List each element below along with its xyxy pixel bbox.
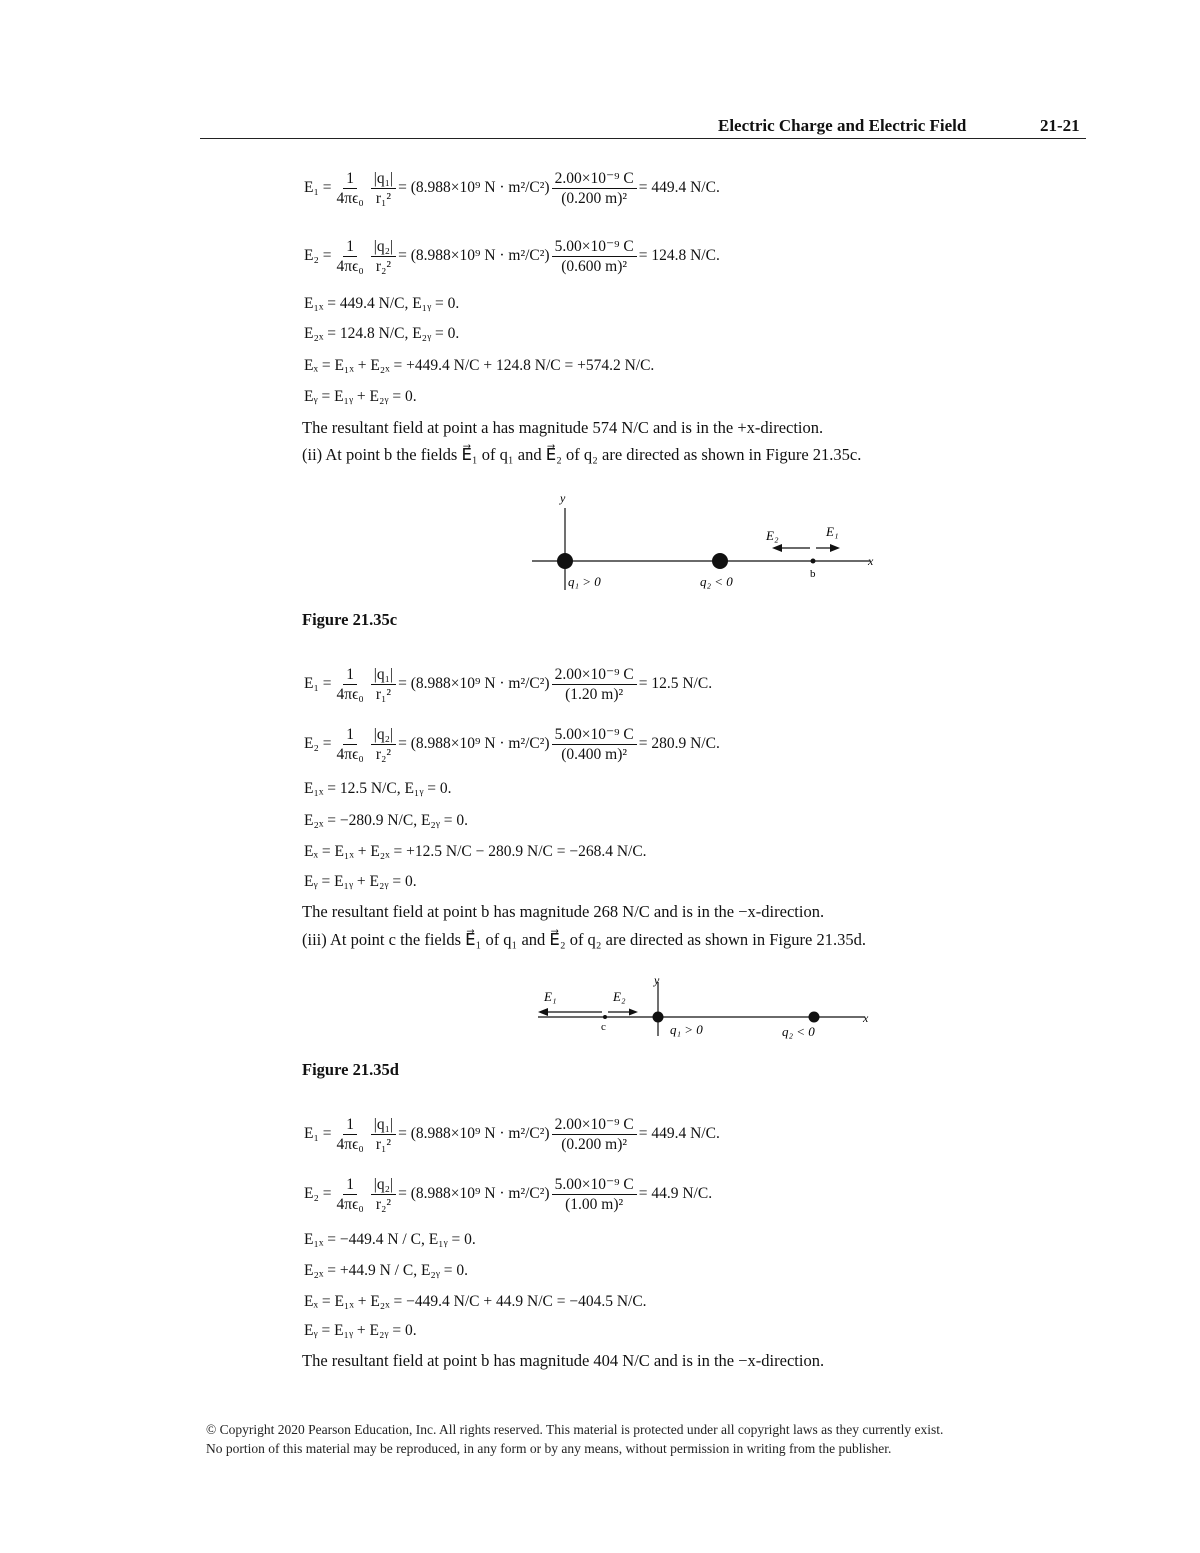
q1-label: q₁ > 0 [670, 1022, 703, 1037]
e2-arrowhead [772, 544, 782, 552]
eq-result: = 124.8 N/C. [638, 247, 720, 264]
eq-result: = 44.9 N/C. [638, 1185, 713, 1202]
coulomb-constant: = (8.988×10⁹ N · m²/C²) [398, 675, 550, 692]
intro-point-c: (iii) At point c the fields E⃗₁ of q₁ and E⃗₂ of q₂ are directed as shown in Figure 21.35d. [302, 930, 866, 949]
sum-x-line: Eₓ = E₁ₓ + E₂ₓ = +12.5 N/C − 280.9 N/C = −268.4 N/C. [304, 843, 647, 860]
equation-e2-point-b [304, 714, 864, 774]
fraction-charge-distance: $\frac{\text{|q₁|}}{\text{r₁²}}$ [371, 665, 396, 704]
fraction-values: $\frac{\text{5.00×10⁻⁹ C}}{\text{(1.00 m)²}}$ [552, 1175, 637, 1214]
fraction-values: $\frac{\text{2.00×10⁻⁹ C}}{\text{(0.200 m)²}}$ [552, 169, 637, 208]
sum-x-line: Eₓ = E₁ₓ + E₂ₓ = −449.4 N/C + 44.9 N/C = −404.5 N/C. [304, 1293, 647, 1310]
component-line-2: E₂ₓ = −280.9 N/C, E₂ᵧ = 0. [304, 812, 469, 829]
figure-21-35c [520, 490, 900, 600]
copyright-line-2: No portion of this material may be reproduced, in any form or by any means, without permission in writing from the publisher. [206, 1441, 892, 1456]
equation-e1-point-c [304, 1104, 864, 1164]
eq-lhs: E₁ = [304, 179, 332, 196]
point-c-dot [603, 1015, 607, 1019]
fraction-coulomb: $\frac{1}{\text{4πϵ₀}}$ [336, 237, 364, 275]
fraction-values: $\frac{\text{2.00×10⁻⁹ C}}{\text{(1.20 m)²}}$ [552, 665, 637, 704]
conclusion-point-a: The resultant field at point a has magnitude 574 N/C and is in the +x-direction. [302, 418, 824, 437]
equation-e1-point-b [304, 654, 864, 714]
e1-arrowhead [538, 1008, 548, 1016]
fraction-coulomb: $\frac{1}{\text{4πϵ₀}}$ [336, 169, 364, 207]
sum-y-line: Eᵧ = E₁ᵧ + E₂ᵧ = 0. [304, 873, 417, 890]
eq-result: = 12.5 N/C. [638, 675, 713, 692]
point-b-label: b [810, 568, 816, 580]
q2-label: q₂ < 0 [782, 1024, 815, 1039]
figure-21-35d [520, 972, 900, 1052]
fraction-coulomb: $\frac{1}{\text{4πϵ₀}}$ [336, 725, 364, 763]
y-axis-label: y [560, 491, 566, 505]
eq-lhs: E₂ = [304, 247, 332, 264]
running-header-title: Electric Charge and Electric Field [718, 116, 967, 135]
charge-q2-dot [712, 553, 728, 569]
component-line-1: E₁ₓ = 12.5 N/C, E₁ᵧ = 0. [304, 780, 452, 797]
fraction-values: $\frac{\text{2.00×10⁻⁹ C}}{\text{(0.200 m)²}}$ [552, 1115, 637, 1154]
component-line-2: E₂ₓ = +44.9 N / C, E₂ᵧ = 0. [304, 1262, 469, 1279]
e1-arrowhead [830, 544, 840, 552]
eq-result: = 449.4 N/C. [638, 1125, 720, 1142]
charge-q1-dot [653, 1012, 664, 1023]
equation-e1-point-a [304, 158, 864, 218]
coulomb-constant: = (8.988×10⁹ N · m²/C²) [398, 735, 550, 752]
eq-lhs: E₁ = [304, 675, 332, 692]
fraction-coulomb: $\frac{1}{\text{4πϵ₀}}$ [336, 665, 364, 703]
eq-lhs: E₂ = [304, 735, 332, 752]
figure-caption-21-35c: Figure 21.35c [302, 610, 398, 629]
y-axis-label: y [654, 973, 660, 987]
fraction-values: $\frac{\text{5.00×10⁻⁹ C}}{\text{(0.400 m)²}}$ [552, 725, 637, 764]
header-rule [200, 138, 1086, 139]
component-line-2: E₂ₓ = 124.8 N/C, E₂ᵧ = 0. [304, 325, 460, 342]
point-b-dot [811, 559, 816, 564]
eq-result: = 449.4 N/C. [638, 179, 720, 196]
charge-q1-dot [557, 553, 573, 569]
e2-label: E₂ [613, 989, 626, 1004]
fraction-coulomb: $\frac{1}{\text{4πϵ₀}}$ [336, 1175, 364, 1213]
eq-lhs: E₂ = [304, 1185, 332, 1202]
page-number: 21-21 [1040, 116, 1080, 135]
fraction-charge-distance: $\frac{\text{|q₂|}}{\text{r₂²}}$ [371, 725, 396, 764]
coulomb-constant: = (8.988×10⁹ N · m²/C²) [398, 1185, 550, 1202]
coulomb-constant: = (8.988×10⁹ N · m²/C²) [398, 179, 550, 196]
sum-y-line: Eᵧ = E₁ᵧ + E₂ᵧ = 0. [304, 1322, 417, 1339]
point-c-label: c [601, 1021, 606, 1033]
component-line-1: E₁ₓ = −449.4 N / C, E₁ᵧ = 0. [304, 1231, 476, 1248]
coulomb-constant: = (8.988×10⁹ N · m²/C²) [398, 1125, 550, 1142]
q2-label: q₂ < 0 [700, 574, 733, 589]
conclusion-point-c: The resultant field at point b has magnitude 404 N/C and is in the −x-direction. [302, 1351, 825, 1370]
figure-caption-21-35d: Figure 21.35d [302, 1060, 399, 1079]
e2-arrowhead [629, 1009, 638, 1016]
eq-result: = 280.9 N/C. [638, 735, 720, 752]
equation-e2-point-a [304, 226, 864, 286]
fraction-coulomb: $\frac{1}{\text{4πϵ₀}}$ [336, 1115, 364, 1153]
component-line-1: E₁ₓ = 449.4 N/C, E₁ᵧ = 0. [304, 295, 460, 312]
fraction-charge-distance: $\frac{\text{|q₁|}}{\text{r₁²}}$ [371, 169, 396, 208]
conclusion-point-b: The resultant field at point b has magnitude 268 N/C and is in the −x-direction. [302, 902, 825, 921]
fraction-charge-distance: $\frac{\text{|q₂|}}{\text{r₂²}}$ [371, 1175, 396, 1214]
q1-label: q₁ > 0 [568, 574, 601, 589]
e1-label: E₁ [544, 989, 557, 1004]
fraction-charge-distance: $\frac{\text{|q₂|}}{\text{r₂²}}$ [371, 237, 396, 276]
intro-point-b: (ii) At point b the fields E⃗₁ of q₁ and E⃗₂ of q₂ are directed as shown in Figure 21.35c. [302, 445, 862, 464]
fraction-charge-distance: $\frac{\text{|q₁|}}{\text{r₁²}}$ [371, 1115, 396, 1154]
sum-y-line: Eᵧ = E₁ᵧ + E₂ᵧ = 0. [304, 388, 417, 405]
charge-q2-dot [809, 1012, 820, 1023]
coulomb-constant: = (8.988×10⁹ N · m²/C²) [398, 247, 550, 264]
eq-lhs: E₁ = [304, 1125, 332, 1142]
x-axis-label: x [868, 554, 874, 568]
copyright-line-1: © Copyright 2020 Pearson Education, Inc. All rights reserved. This material is protected under all copyright laws as they currently exist. [206, 1422, 944, 1437]
e2-label: E₂ [766, 528, 779, 543]
sum-x-line: Eₓ = E₁ₓ + E₂ₓ = +449.4 N/C + 124.8 N/C = +574.2 N/C. [304, 357, 655, 374]
e1-label: E₁ [826, 524, 839, 539]
equation-e2-point-c [304, 1164, 864, 1224]
x-axis-label: x [863, 1011, 869, 1025]
fraction-values: $\frac{\text{5.00×10⁻⁹ C}}{\text{(0.600 m)²}}$ [552, 237, 637, 276]
